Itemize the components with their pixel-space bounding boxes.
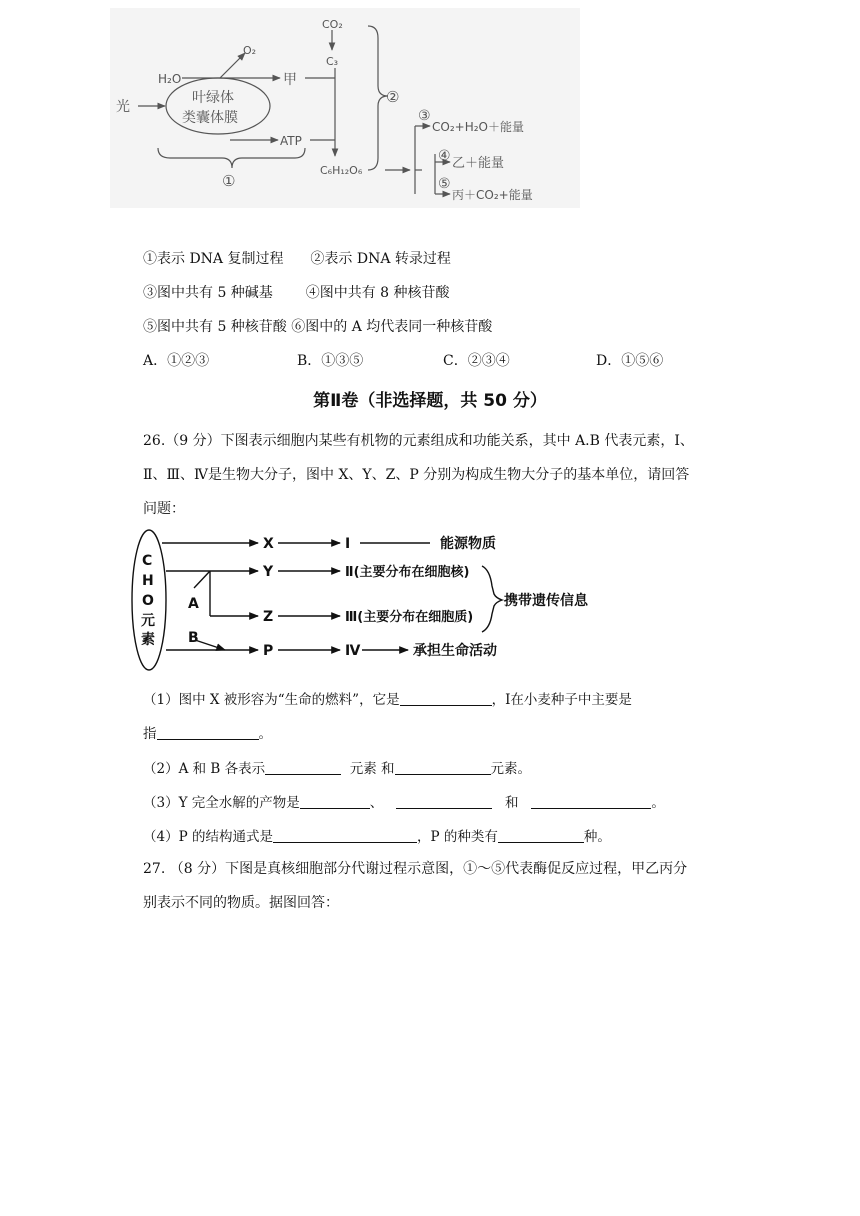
q25-statement-6: ⑥图中的 A 均代表同一种核苷酸 [291,319,493,335]
q26-stem-line-3: 问题： [143,501,185,517]
q25-row-3 [143,316,492,336]
q26-sub-1-text-d: 。 [258,726,272,742]
function-energy-label: 能源物质 [440,536,496,552]
circle-1-label: ① [222,172,236,190]
macro-iii-label: Ⅲ(主要分布在细胞质) [345,610,474,625]
element-c: C [142,553,153,569]
product-4-label: 乙＋能量 [452,156,505,171]
answer-blank-y3[interactable] [531,794,651,809]
q25-statement-1: ①表示 DNA 复制过程 [143,251,284,267]
answer-blank-i[interactable] [157,725,259,740]
element-o: O [142,593,154,609]
q26-sub-3-text-a: （3）Y 完全水解的产物是 [143,795,300,811]
element-b-label: B [188,630,199,646]
unit-z-label: Z [263,609,274,625]
q27-line-2: 别表示不同的物质。据图回答： [143,895,339,911]
macro-ii-label: Ⅱ(主要分布在细胞核) [345,565,470,580]
q26-sub-3-text-c: 和 [505,795,519,811]
q26-sub-2-text-c: 元素。 [490,761,532,777]
unit-p-label: P [263,643,274,659]
circle-5-label: ⑤ [438,176,451,192]
q26-stem-line-1: 26.（9 分）下图表示细胞内某些有机物的元素组成和功能关系，其中 A.B 代表元素，Ⅰ、 [143,433,694,449]
q26-stem-line-2: Ⅱ、Ⅲ、Ⅳ是生物大分子，图中 X、Y、Z、P 分别为构成生物大分子的基本单位，请回答 [143,467,690,483]
glucose-label: C₆H₁₂O₆ [320,164,363,177]
answer-blank-y2[interactable] [396,794,492,809]
biomolecule-diagram [130,528,600,676]
circle-4-label: ④ [438,148,451,164]
element-yuan: 元 [141,613,155,629]
q25-row-2 [143,282,450,302]
function-life-label: 承担生命活动 [413,643,497,659]
q25-option-d[interactable]: D．①⑤⑥ [596,353,664,369]
q26-sub-1-text-b: ，Ⅰ在小麦种子中主要是 [491,692,632,708]
q26-sub-4-text-b: ，P 的种类有 [416,829,498,845]
answer-blank-p-count[interactable] [498,828,584,843]
answer-blank-p-formula[interactable] [273,828,417,843]
q26-sub-1-line-2 [143,722,272,742]
answer-blank-b[interactable] [395,760,491,775]
q26-sub-4-text-a: （4）P 的结构通式是 [143,829,273,845]
q26-sub-1-text-c: 指 [143,726,157,742]
q26-sub-3 [143,791,665,811]
q26-sub-2 [143,757,531,777]
answer-blank-y1[interactable] [300,794,370,809]
h2o-label: H₂O [158,72,182,86]
q27-line-1: 27. （8 分）下图是真核细胞部分代谢过程示意图，①～⑤代表酶促反应过程，甲乙丙分 [143,861,688,877]
q26-sub-2-text-a: （2）A 和 B 各表示 [143,761,266,777]
macro-i-label: Ⅰ [345,536,351,552]
jia-label: 甲 [283,72,297,88]
q25-option-b[interactable]: B．①③⑤ [297,353,364,369]
q26-sub-2-text-b: 元素 和 [349,761,395,777]
q26-sub-3-text-d: 。 [651,795,665,811]
macro-iv-label: Ⅳ [345,643,361,659]
unit-x-label: X [263,536,274,552]
q26-sub-4 [143,825,611,845]
chloroplast-label-2: 类囊体膜 [182,110,238,126]
circle-3-label: ③ [418,108,431,124]
element-su: 素 [141,632,155,648]
q25-option-c[interactable]: C．②③④ [443,353,510,369]
photosynthesis-diagram [110,8,580,208]
product-5-label: 丙＋CO₂+能量 [452,188,533,202]
answer-blank-a[interactable] [265,760,341,775]
atp-label: ATP [280,134,302,148]
photosynthesis-diagram-svg [110,8,580,208]
q25-option-a[interactable]: A．①②③ [143,353,210,369]
q25-row-1 [143,248,451,268]
q25-statement-5: ⑤图中共有 5 种核苷酸 [143,319,287,335]
q25-statement-2: ②表示 DNA 转录过程 [310,251,451,267]
co2-label: CO₂ [322,18,343,31]
chloroplast-label-1: 叶绿体 [192,90,234,106]
q26-sub-4-text-c: 种。 [583,829,611,845]
o2-label: O₂ [243,44,257,57]
q26-sub-1-line-1 [143,688,632,708]
c3-label: C₃ [326,55,339,68]
product-3-label: CO₂+H₂O＋能量 [432,120,524,134]
unit-y-label: Y [263,564,274,580]
function-genetic-label: 携带遗传信息 [504,593,588,609]
section-title: 第Ⅱ卷（非选择题，共 50 分） [313,391,547,411]
element-h: H [142,573,154,589]
q26-sub-3-text-b: 、 [369,795,384,811]
q25-statement-3: ③图中共有 5 种碱基 [143,285,273,301]
element-a-label: A [188,596,199,612]
light-label: 光 [116,99,130,115]
q26-sub-1-text-a: （1）图中 X 被形容为“生命的燃料”，它是 [143,692,400,708]
circle-2-label: ② [386,88,400,106]
biomolecule-diagram-svg [130,528,600,676]
q25-statement-4: ④图中共有 8 种核苷酸 [305,285,450,301]
answer-blank-x[interactable] [400,691,492,706]
